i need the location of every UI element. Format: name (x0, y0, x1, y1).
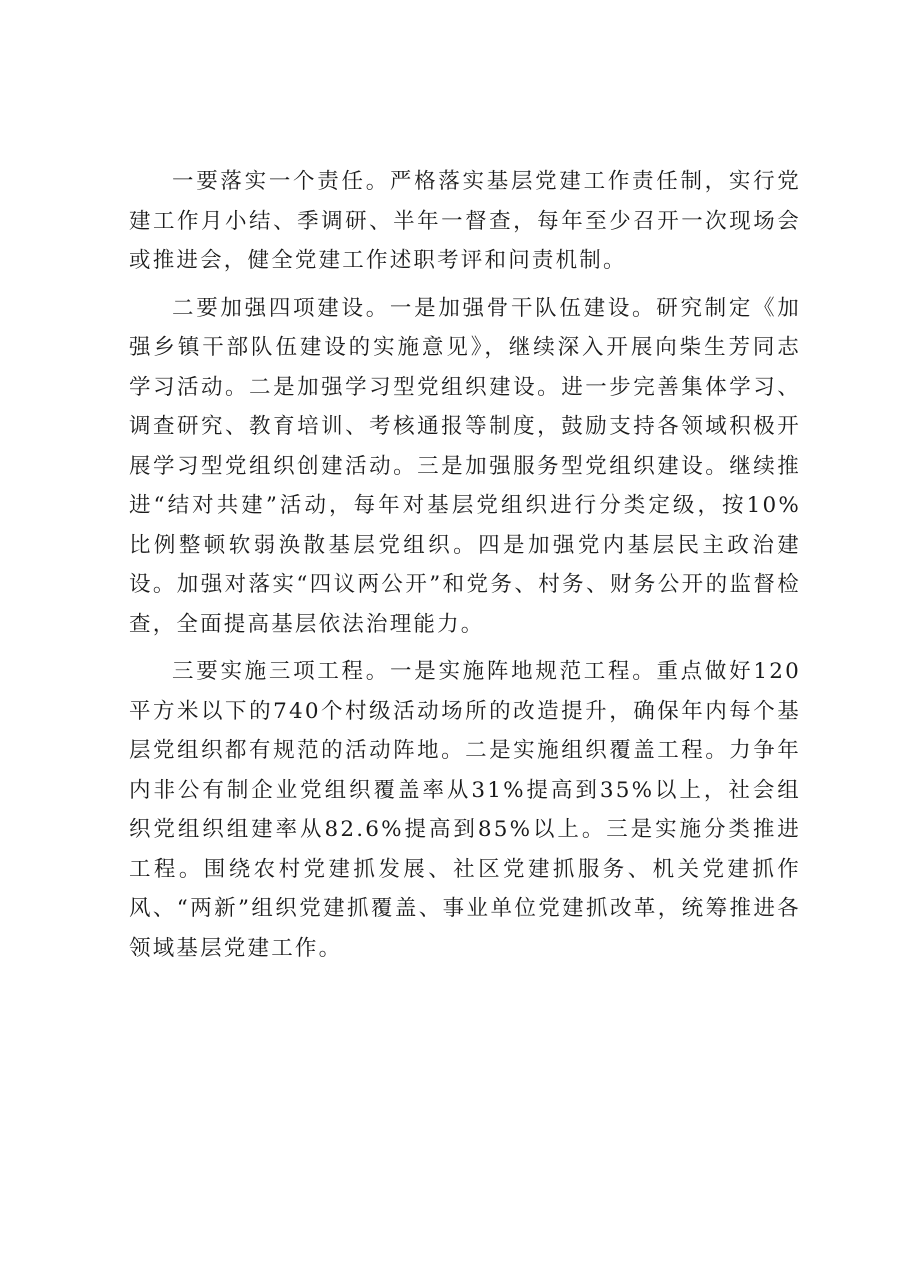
paragraph-responsibility: 一要落实一个责任。严格落实基层党建工作责任制，实行党建工作月小结、季调研、半年一督查，每年至少召开一次现场会或推进会，健全党建工作述职考评和问责机制。 (129, 169, 801, 273)
paragraph-four-constructions: 二要加强四项建设。一是加强骨干队伍建设。研究制定《加强乡镇干部队伍建设的实施意见》，继续深入开展向柴生芳同志学习活动。二是加强学习型党组织建设。进一步完善集体学习、调查研究、教育培训、考核通报等制度，鼓励支持各领域积极开展学习型党组织创建活动。三是加强服务型党组织建设。继续推进“结对共建”活动，每年对基层党组织进行分类定级，按10%比例整顿软弱涣散基层党组织。四是加强党内基层民主政治建设。加强对落实“四议两公开”和党务、村务、财务公开的监督检查，全面提高基层依法治理能力。 (129, 295, 801, 637)
document-body (129, 162, 801, 976)
paragraph-three-projects: 三要实施三项工程。一是实施阵地规范工程。重点做好120平方米以下的740个村级活动场所的改造提升，确保年内每个基层党组织都有规范的活动阵地。二是实施组织覆盖工程。力争年内非公有制企业党组织覆盖率从31%提高到35%以上，社会组织党组织组建率从82.6%提高到85%以上。三是实施分类推进工程。围绕农村党建抓发展、社区党建抓服务、机关党建抓作风、“两新”组织党建抓覆盖、事业单位党建抓改革，统筹推进各领域基层党建工作。 (129, 659, 801, 961)
